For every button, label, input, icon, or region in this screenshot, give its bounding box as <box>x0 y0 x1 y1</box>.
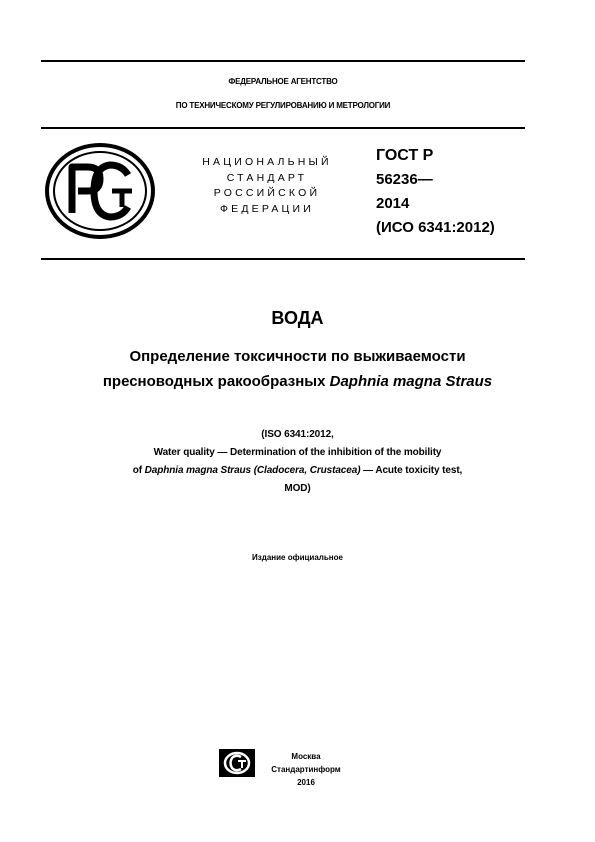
official-edition-label: Издание официальное <box>252 553 343 562</box>
designation-year: 2014 <box>376 195 410 212</box>
iso-title-line-2: Water quality — Determination of the inhibition of the mobility <box>153 447 442 458</box>
document-title: ВОДА <box>271 308 324 328</box>
header-rule <box>41 127 525 129</box>
subtitle-line-1: Определение токсичности по выживаемости <box>129 348 466 365</box>
publisher-block <box>256 750 356 789</box>
iso-title-block <box>40 426 555 498</box>
subtitle-line-2-plain: пресноводных ракообразных <box>102 373 330 390</box>
gost-rst-logo-icon <box>44 141 156 241</box>
top-rule <box>41 60 525 62</box>
publisher-name: Стандартинформ <box>271 765 341 774</box>
document-subtitle <box>40 344 555 394</box>
subtitle-species: Daphnia magna Straus <box>329 373 493 390</box>
iso-title-line-3-prefix: of <box>132 465 145 476</box>
publisher-city: Москва <box>291 752 321 761</box>
national-standard-block <box>172 155 362 217</box>
designation-prefix: ГОСТ Р <box>376 147 434 164</box>
agency-line-1: ФЕДЕРАЛЬНОЕ АГЕНТСТВО <box>228 77 338 86</box>
iso-title-line-4: MOD) <box>284 483 311 494</box>
body-rule <box>41 258 525 260</box>
publisher-year: 2016 <box>297 778 315 787</box>
designation-number: 56236— <box>376 171 433 188</box>
national-standard-line-4: ФЕДЕРАЦИИ <box>219 202 315 215</box>
national-standard-line-3: РОССИЙСКОЙ <box>213 187 321 199</box>
iso-title-line-3 <box>40 462 555 480</box>
iso-title-line-1: (ISO 6341:2012, <box>261 429 334 440</box>
standard-designation <box>376 144 495 240</box>
iso-title-species: Daphnia magna Straus (Cladocera, Crustacea) <box>144 465 361 476</box>
national-standard-line-1: НАЦИОНАЛЬНЫЙ <box>202 156 332 168</box>
designation-iso-ref: (ИСО 6341:2012) <box>376 219 495 236</box>
subtitle-line-2 <box>40 369 555 394</box>
national-standard-line-2: СТАНДАРТ <box>226 171 308 184</box>
standartinform-logo-icon <box>218 748 256 778</box>
iso-title-line-3-suffix: — Acute toxicity test, <box>360 465 463 476</box>
agency-line-2: ПО ТЕХНИЧЕСКОМУ РЕГУЛИРОВАНИЮ И МЕТРОЛОГИИ <box>175 101 391 110</box>
